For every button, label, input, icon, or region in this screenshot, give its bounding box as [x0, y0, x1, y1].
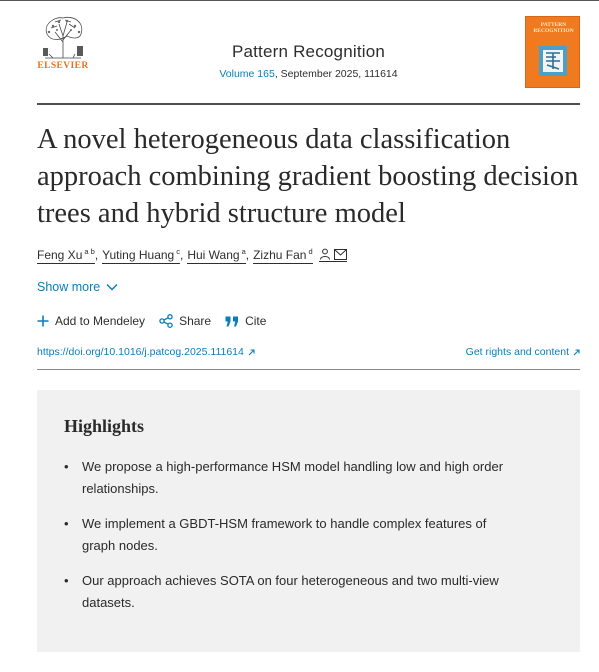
author-affiliation: d: [308, 246, 313, 256]
person-icon: [319, 248, 331, 260]
add-to-mendeley-button[interactable]: [37, 314, 145, 328]
plus-icon: [37, 315, 49, 327]
author-affiliation: c: [176, 246, 180, 256]
chevron-down-icon: [106, 283, 118, 291]
doi-rule: [37, 369, 580, 370]
email-icon: [334, 249, 347, 260]
highlight-text: We implement a GBDT-HSM framework to handle complex features of graph nodes.: [82, 516, 487, 553]
get-rights-text: Get rights and content: [465, 346, 569, 358]
publisher-name: ELSEVIER: [37, 61, 89, 71]
highlight-text: We propose a high-performance HSM model handling low and high order relationships.: [82, 459, 504, 496]
doi-link[interactable]: [37, 346, 255, 358]
author-separator: ,: [94, 248, 99, 262]
author-list: [37, 246, 347, 264]
cover-title-line-2: RECOGNITION: [533, 28, 574, 34]
author-separator: ,: [245, 248, 250, 262]
journal-name-link[interactable]: Pattern Recognition: [231, 42, 386, 61]
highlights-heading: Highlights: [64, 416, 145, 436]
author-link[interactable]: [253, 247, 313, 264]
author-link[interactable]: [102, 247, 180, 264]
get-rights-link[interactable]: [466, 346, 580, 358]
cite-label: Cite: [245, 314, 267, 328]
top-rule: [0, 0, 599, 1]
author-separator: ,: [179, 248, 184, 262]
show-more-label: Show more: [37, 280, 101, 294]
author-name: Zizhu Fan: [253, 247, 307, 262]
highlight-text: Our approach achieves SOTA on four heterogeneous and two multi-view datasets.: [82, 573, 499, 610]
cite-button[interactable]: [225, 314, 266, 328]
highlights-panel: [37, 390, 580, 652]
author-link[interactable]: [187, 247, 245, 264]
author-link[interactable]: [37, 247, 95, 264]
author-name: Feng Xu: [37, 247, 83, 262]
volume-link[interactable]: Volume 165: [219, 68, 275, 80]
cover-title: [530, 22, 577, 34]
article-header: [37, 14, 580, 92]
doi-text: https://doi.org/10.1016/j.patcog.2025.111614: [37, 346, 244, 358]
share-button[interactable]: [159, 314, 211, 328]
corresponding-author-link[interactable]: [319, 248, 347, 262]
highlight-item: [64, 513, 509, 557]
highlight-item: [64, 456, 509, 500]
add-to-mendeley-label: Add to Mendeley: [55, 314, 146, 328]
cover-title-line-1: PATTERN: [540, 22, 567, 28]
bullet-icon: •: [64, 516, 69, 531]
author-affiliation: a: [241, 246, 246, 256]
doi-row: [37, 346, 580, 362]
highlights-list: [64, 456, 509, 627]
journal-cover-link[interactable]: [525, 16, 580, 88]
show-more-button[interactable]: [37, 280, 118, 294]
bullet-icon: •: [64, 573, 69, 588]
share-label: Share: [179, 314, 212, 328]
elsevier-tree-logo-icon: [37, 14, 89, 60]
external-link-icon: [248, 349, 255, 356]
journal-meta: [137, 68, 480, 80]
article-title: A novel heterogeneous data classification approach combining gradient boosting decision trees and hybrid structure model: [37, 124, 579, 229]
external-link-icon: [573, 349, 580, 356]
share-icon: [159, 314, 173, 328]
quote-icon: [225, 316, 239, 327]
author-name: Hui Wang: [187, 247, 240, 262]
article-actions: [37, 312, 280, 330]
journal-block: [137, 42, 480, 80]
bullet-icon: •: [64, 459, 69, 474]
author-name: Yuting Huang: [102, 247, 175, 262]
highlight-item: [64, 570, 509, 614]
issue-date: , September 2025, 111614: [274, 68, 398, 80]
cover-art-icon: [534, 43, 572, 79]
author-affiliation: a b: [84, 246, 95, 256]
header-rule: [37, 103, 580, 105]
